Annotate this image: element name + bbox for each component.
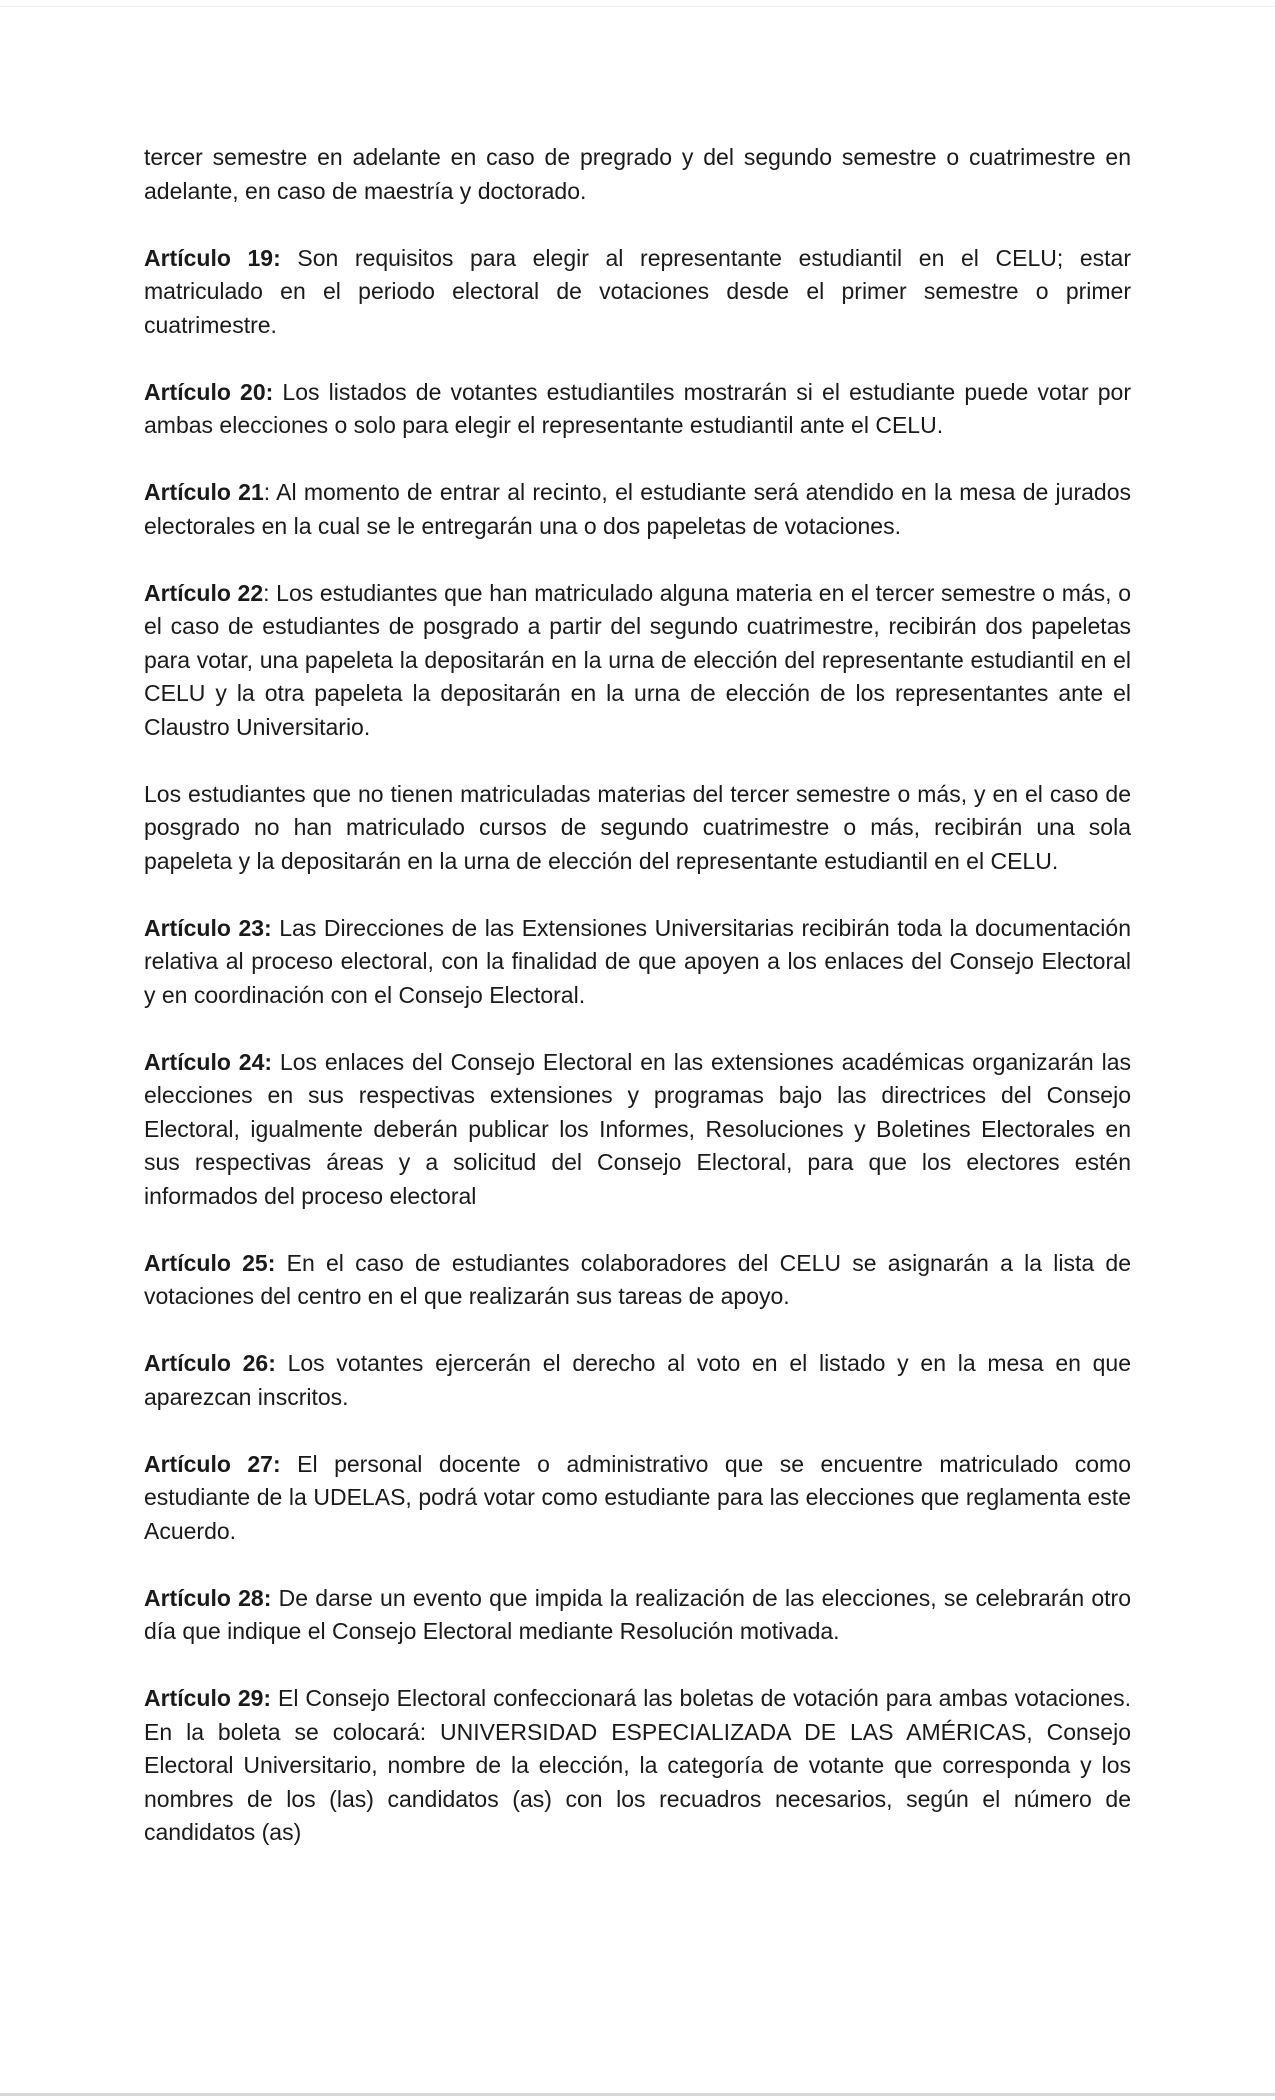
paragraph-text: tercer semestre en adelante en caso de pregrado y del segundo semestre o cuatrimestre en adelante, en caso de maestría y doctorado.	[144, 144, 1131, 204]
article-label: Artículo 28:	[144, 1584, 272, 1611]
article-label: Artículo 20:	[144, 378, 274, 405]
article-label: Artículo 29:	[144, 1685, 272, 1711]
article-22-continuation	[144, 778, 1131, 879]
article-text: Los enlaces del Consejo Electoral en las extensiones académicas organizarán las elecciones en sus respectivas extensiones y programas bajo las directrices del Consejo Electoral, igualmente deberán publicar los Informes, Resoluciones y Boletines Electorales en sus respectivas áreas y a solicitud del Consejo Electoral, para que los electores estén informados del proceso electoral	[144, 1048, 1132, 1209]
article-22	[144, 577, 1131, 745]
article-text: : Los estudiantes que han matriculado alguna materia en el tercer semestre o más, o el caso de estudiantes de posgrado a partir del segundo cuatrimestre, recibirán dos papeletas para votar, una papeleta la depositarán en la urna de elección del representante estudiantil en el CELU y la otra papeleta la depositarán en la urna de elección de los representantes ante el Claustro Universitario.	[144, 579, 1131, 740]
paragraph-text: Los estudiantes que no tienen matriculadas materias del tercer semestre o más, y en el caso de posgrado no han matriculado cursos de segundo cuatrimestre o más, recibirán una sola papeleta y la depositarán en la urna de elección del representante estudiantil en el CELU.	[144, 780, 1131, 874]
article-27	[144, 1448, 1131, 1549]
article-text: Son requisitos para elegir al representante estudiantil en el CELU; estar matriculado en el periodo electoral de votaciones desde el primer semestre o primer cuatrimestre.	[144, 244, 1131, 338]
scan-edge-top	[0, 6, 1275, 7]
article-label: Artículo 23:	[144, 914, 272, 941]
article-20	[144, 376, 1131, 443]
article-text: El Consejo Electoral confeccionará las boletas de votación para ambas votaciones. En la boleta se colocará: UNIVERSIDAD ESPECIALIZADA DE LAS AMÉRICAS, Consejo Electoral Universitario, nombre de la elección, la categoría de votante que corresponda y los nombres de los (las) candidatos (as) con los recuadros necesarios, según el número de candidatos (as)	[144, 1685, 1131, 1845]
article-label: Artículo 27:	[144, 1450, 281, 1477]
article-19	[144, 242, 1131, 343]
article-24	[144, 1046, 1131, 1214]
article-label: Artículo 21	[144, 479, 264, 505]
document-body	[144, 141, 1131, 1883]
article-21	[144, 476, 1131, 543]
paragraph-continuation	[144, 141, 1131, 208]
article-label: Artículo 22	[144, 579, 264, 606]
article-26	[144, 1347, 1131, 1414]
article-text: En el caso de estudiantes colaboradores del CELU se asignarán a la lista de votaciones del centro en el que realizarán sus tareas de apoyo.	[144, 1249, 1132, 1309]
article-29	[144, 1682, 1131, 1850]
article-23	[144, 912, 1131, 1013]
article-text: Los votantes ejercerán el derecho al voto en el listado y en la mesa en que aparezcan inscritos.	[144, 1350, 1132, 1410]
article-text: El personal docente o administrativo que se encuentre matriculado como estudiante de la UDELAS, podrá votar como estudiante para las elecciones que reglamenta este Acuerdo.	[144, 1450, 1131, 1544]
article-text: Las Direcciones de las Extensiones Universitarias recibirán toda la documentación relativa al proceso electoral, con la finalidad de que apoyen a los enlaces del Consejo Electoral y en coordinación con el Consejo Electoral.	[144, 914, 1131, 1008]
article-label: Artículo 19:	[144, 244, 281, 271]
scan-edge-bottom	[0, 2093, 1275, 2096]
article-text: Los listados de votantes estudiantiles mostrarán si el estudiante puede votar por ambas elecciones o solo para elegir el representante estudiantil ante el CELU.	[144, 378, 1131, 438]
article-28	[144, 1582, 1131, 1649]
article-label: Artículo 24:	[144, 1048, 273, 1075]
article-25	[144, 1247, 1131, 1314]
article-text: De darse un evento que impida la realización de las elecciones, se celebrarán otro día que indique el Consejo Electoral mediante Resolución motivada.	[144, 1584, 1131, 1644]
article-text: : Al momento de entrar al recinto, el estudiante será atendido en la mesa de jurados electorales en la cual se le entregarán una o dos papeletas de votaciones.	[144, 479, 1131, 539]
article-label: Artículo 25:	[144, 1249, 276, 1276]
article-label: Artículo 26:	[144, 1350, 276, 1376]
